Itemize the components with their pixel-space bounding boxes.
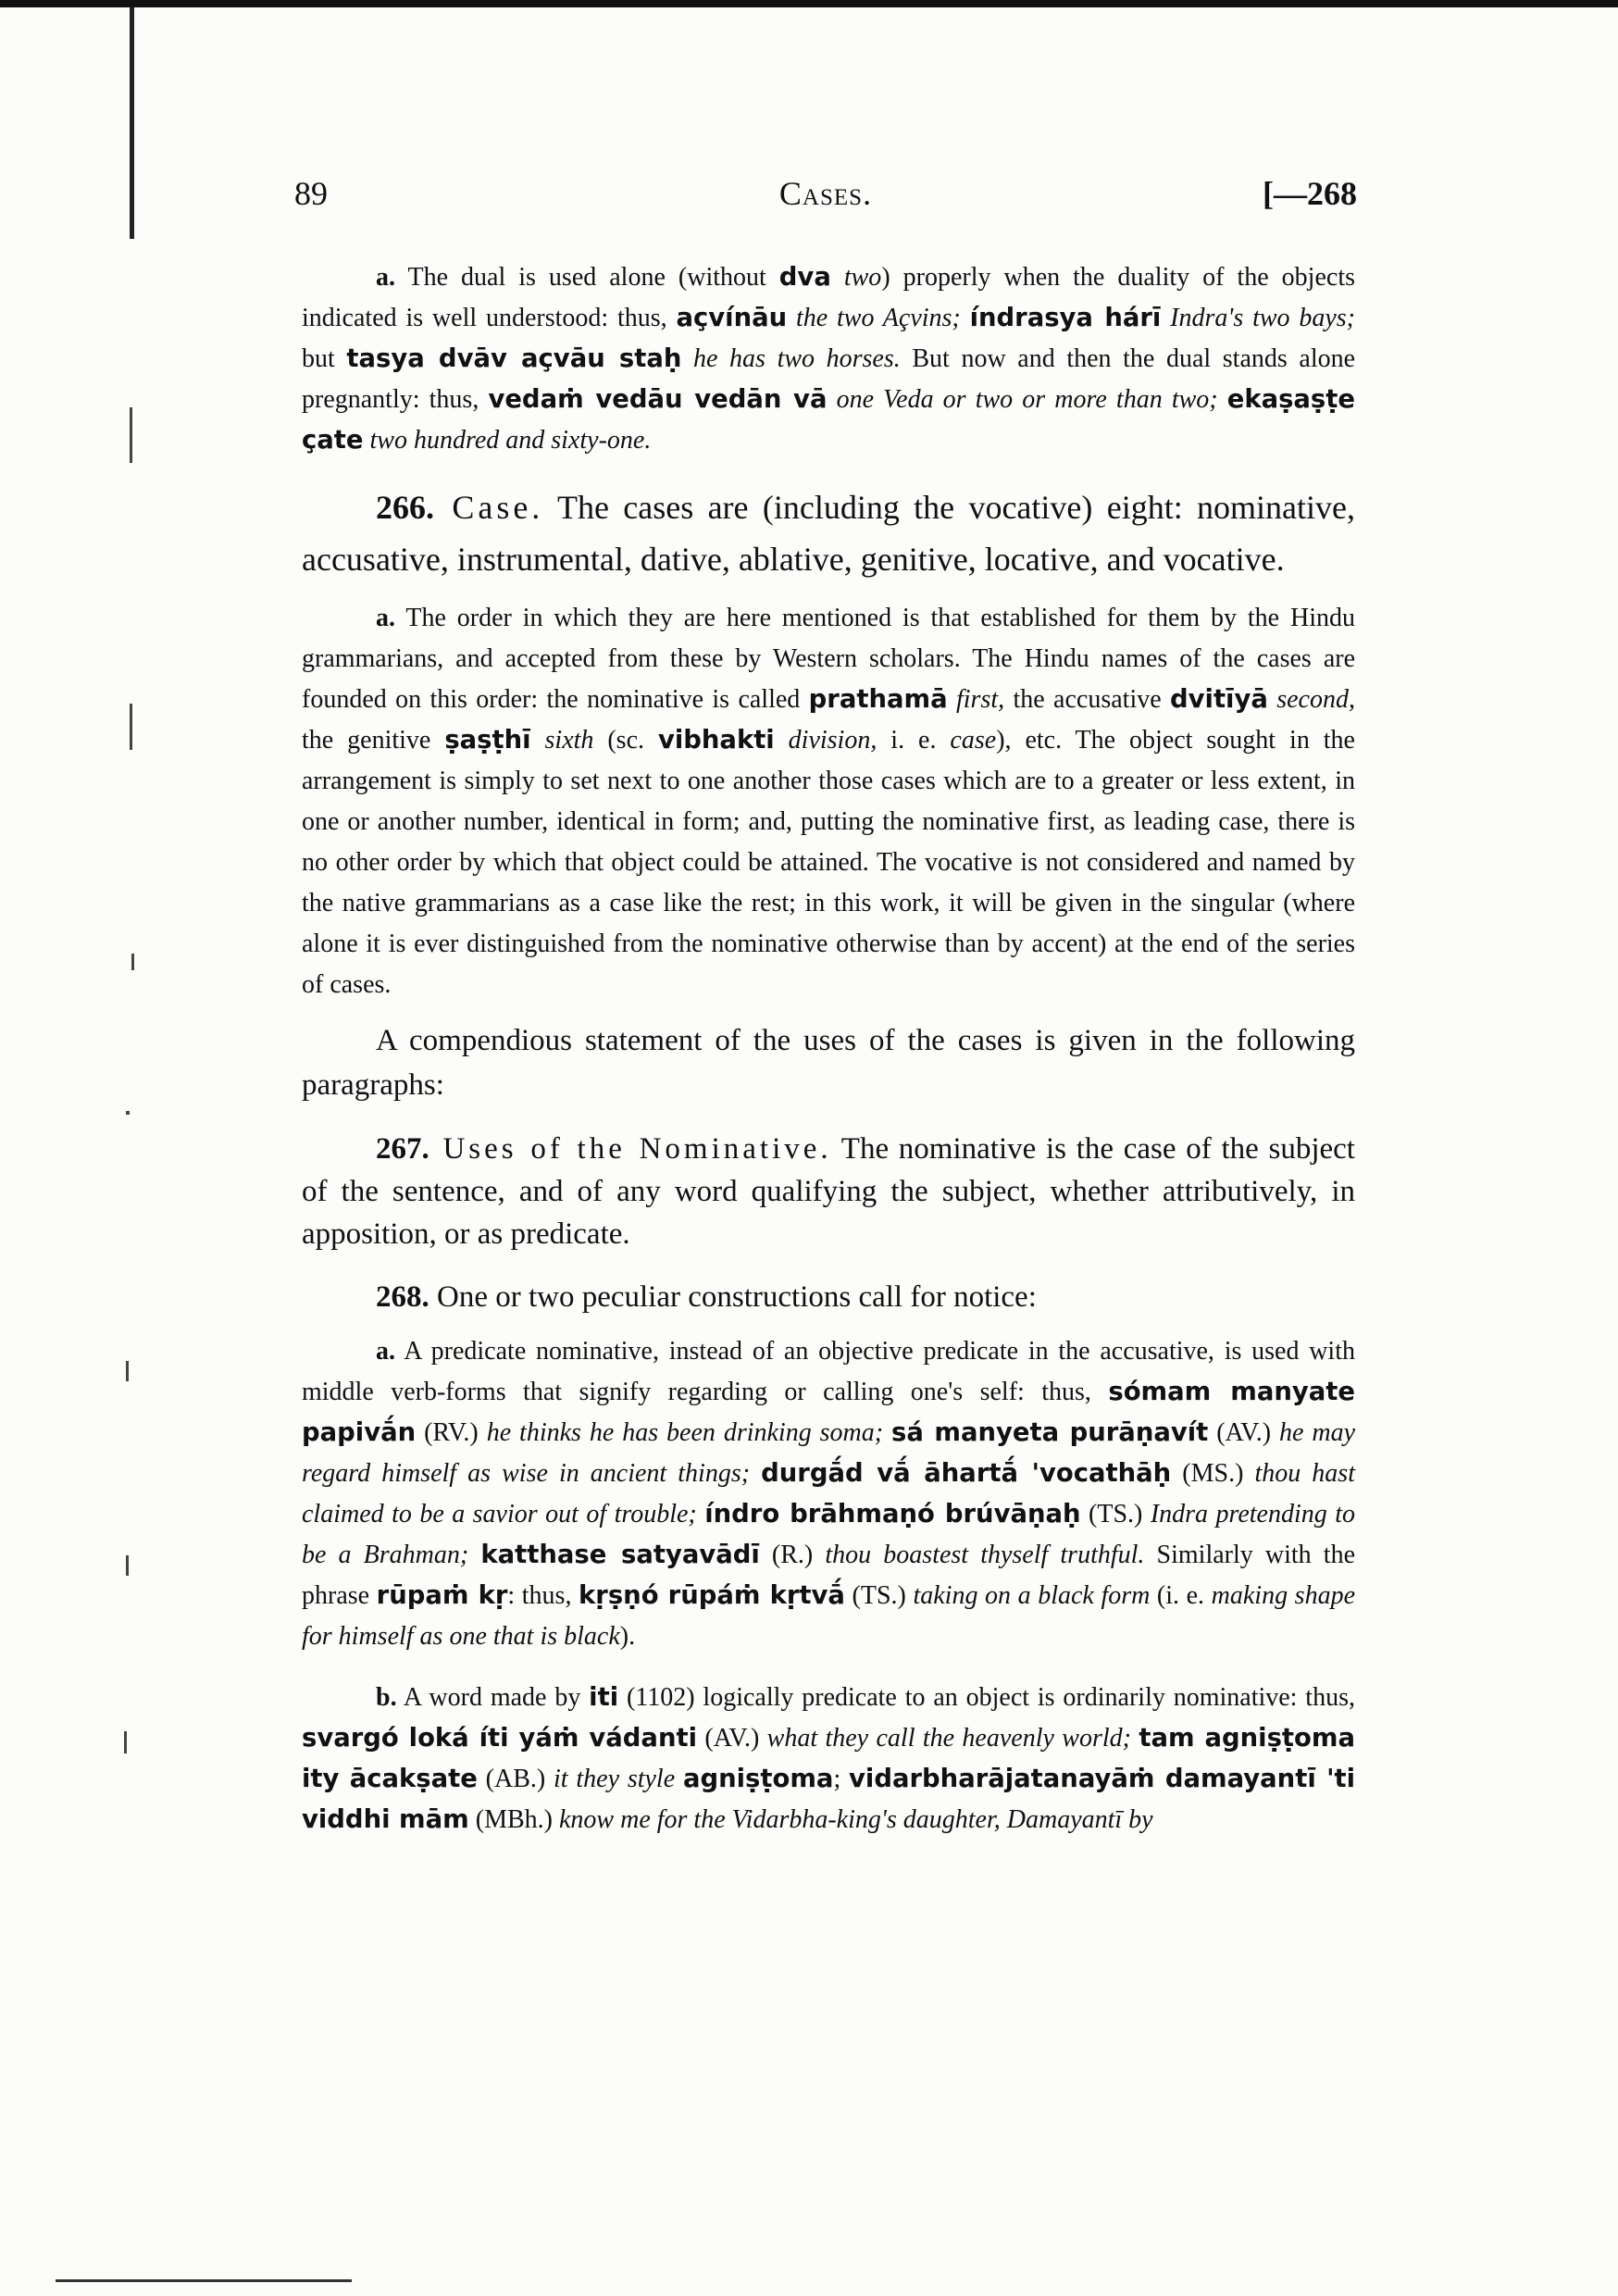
text-run: ;	[833, 1765, 850, 1793]
section-heading: Uses of the Nominative.	[429, 1132, 832, 1166]
sanskrit-term: iti	[589, 1683, 619, 1712]
section-reference: [—268	[1263, 175, 1357, 212]
text-run: Similarly with the phrase	[302, 1541, 1355, 1610]
text-run: : thus,	[507, 1581, 579, 1610]
left-margin-mark	[130, 407, 132, 463]
top-edge-rule	[0, 0, 1618, 7]
text-run: But now and then the dual stands alone pregnantly: thus,	[302, 344, 1356, 414]
paragraph-267	[302, 1128, 1355, 1255]
text-run: (1102) logically predicate to an object is ordinarily nominative: thus,	[618, 1683, 1355, 1712]
italic-gloss: thou boastest thyself truthful.	[825, 1541, 1145, 1569]
page-body	[302, 257, 1355, 1841]
text-run: (AV.)	[697, 1724, 767, 1753]
margin-speck	[130, 704, 132, 750]
section-heading: Case.	[434, 489, 544, 526]
text-run	[675, 1765, 683, 1793]
italic-gloss: division,	[774, 726, 877, 755]
italic-gloss: sixth	[530, 726, 594, 755]
sanskrit-term: dvitīyā	[1170, 685, 1268, 714]
italic-gloss: two hundred and sixty-one.	[363, 426, 652, 455]
sanskrit-term: dva	[778, 263, 831, 292]
sanskrit-term: ekaṣaṣṭe çate	[302, 385, 1355, 455]
running-head	[294, 174, 1357, 220]
text-run: (MBh.)	[468, 1805, 559, 1834]
paragraph-265a	[302, 257, 1355, 461]
text-run: (AB.)	[477, 1765, 554, 1793]
text-run: ), etc. The object sought in the arrangement is simply to set next to one another those cases which are to a greater or less extent, in one or another number, identical in form; and, putting the nominative first, as leading case, there is no other order by which that object could be attained. The vocative is not considered and named by the native grammarians as a case like the rest; in this work, it will be given in the singular (where alone it is ever distinguished from the nominative otherwise than by accent) at the end of the series of cases.	[302, 726, 1355, 999]
section-number: 268.	[376, 1280, 429, 1314]
margin-speck	[126, 1111, 130, 1115]
left-margin-mark	[130, 7, 134, 239]
text-run: The dual is used alone (without	[395, 263, 779, 292]
italic-gloss: what they call the heavenly world;	[766, 1724, 1131, 1753]
margin-speck	[131, 954, 134, 970]
text-run	[468, 1541, 480, 1569]
paragraph-266a	[302, 598, 1355, 1005]
text-run	[1218, 385, 1227, 414]
paragraph-268a	[302, 1331, 1355, 1657]
text-run	[750, 1459, 761, 1488]
text-run: A compendious statement of the uses of the cases is given in the following paragraphs:	[302, 1024, 1355, 1102]
text-run: The cases are (including the vocative) eight: nominative, accusative, instrumental, dative, ablative, genitive, locative, and vocative.	[302, 489, 1355, 578]
running-title: Cases.	[778, 175, 873, 212]
italic-gloss: thou hast claimed to be a savior out of trouble;	[302, 1459, 1355, 1529]
italic-gloss: second,	[1267, 685, 1355, 714]
italic-gloss: the two Açvins;	[787, 304, 961, 332]
text-run: ) properly when the duality of the objects indicated is well understood: thus,	[302, 263, 1355, 332]
text-run: (i. e.	[1150, 1581, 1212, 1610]
sanskrit-term: vedaṁ vedāu vedān vā	[488, 385, 828, 414]
section-number: 266.	[376, 489, 434, 526]
italic-gloss: he may regard himself as wise in ancient things;	[302, 1418, 1356, 1488]
italic-gloss: know me for the Vidarbha-king's daughter, Damayantī by	[559, 1805, 1153, 1834]
text-run: (AV.)	[1208, 1418, 1280, 1447]
italic-gloss: making shape for himself as one that is black	[302, 1581, 1355, 1651]
sanskrit-term: katthase satyavādī	[480, 1541, 760, 1569]
text-run: A word made by	[396, 1683, 590, 1712]
text-run: (TS.)	[844, 1581, 914, 1610]
text-run: ).	[619, 1622, 636, 1651]
text-run: (TS.)	[1080, 1500, 1151, 1529]
text-run	[961, 304, 970, 332]
text-run: One or two peculiar constructions call for notice:	[429, 1280, 1037, 1314]
sanskrit-term: índro brāhmaṇó brúvāṇaḥ	[704, 1500, 1081, 1529]
italic-gloss: he has two horses.	[681, 344, 901, 373]
sanskrit-term: sómam manyate papivā́n	[302, 1378, 1355, 1447]
text-run	[697, 1500, 704, 1529]
margin-speck	[126, 1555, 129, 1576]
italic-gloss: he thinks he has been drinking soma;	[486, 1418, 884, 1447]
sanskrit-term: tasya dvāv açvāu staḥ	[346, 344, 682, 373]
page-number: 89	[294, 175, 328, 212]
paragraph-268	[302, 1276, 1355, 1318]
sanskrit-term: vibhakti	[657, 726, 775, 755]
text-run: The nominative is the case of the subject of the sentence, and of any word qualifying the subject, whether attributively, in apposition, or as predicate.	[302, 1132, 1355, 1251]
sanskrit-term: tam agniṣṭoma ity ācakṣate	[302, 1724, 1355, 1793]
sanskrit-term: rūpaṁ kṛ	[376, 1581, 508, 1610]
italic-gloss: two	[830, 263, 882, 292]
paragraph-268b	[302, 1678, 1355, 1841]
text-run: i. e.	[877, 726, 951, 755]
text-run: (sc.	[593, 726, 658, 755]
italic-gloss: Indra pretending to be a Brahman;	[302, 1500, 1355, 1569]
italic-gloss: case	[950, 726, 997, 755]
margin-speck	[126, 1361, 129, 1381]
sanskrit-term: sá manyeta purāṇavít	[891, 1418, 1209, 1447]
paragraph-compendious	[302, 1018, 1355, 1107]
sanskrit-term: svargó loká íti yáṁ vádanti	[302, 1724, 698, 1753]
run-bold-label: b.	[376, 1683, 397, 1712]
run-bold-label: a.	[376, 1337, 395, 1366]
text-run: (R.)	[759, 1541, 826, 1569]
italic-gloss: it they style	[554, 1765, 676, 1793]
sanskrit-term: durgā́d vā́ āhartā́ 'vocathāḥ	[761, 1459, 1172, 1488]
sanskrit-term: kṛṣṇó rūpáṁ kṛtvā́	[579, 1581, 845, 1610]
sanskrit-term: açvínāu	[676, 304, 788, 332]
text-run: the genitive	[302, 726, 445, 755]
text-run: the accusative	[1004, 685, 1171, 714]
run-bold-label: a.	[376, 604, 395, 632]
sanskrit-term: vidarbharājatanayāṁ damayantī 'ti viddhi mām	[302, 1765, 1356, 1834]
sanskrit-term: ṣaṣṭhī	[444, 726, 531, 755]
text-run: The order in which they are here mentioned is that established for them by the Hindu grammarians, and accepted from these by Western scholars. The Hindu names of the cases are founded on this order: the nominative is called	[302, 604, 1355, 714]
sanskrit-term: agniṣṭoma	[682, 1765, 834, 1793]
margin-speck	[124, 1731, 127, 1753]
text-run: A predicate nominative, instead of an objective predicate in the accusative, is used with middle verb-forms that signify regarding or calling one's self: thus,	[302, 1337, 1355, 1406]
text-run: but	[302, 344, 347, 373]
italic-gloss: one Veda or two or more than two;	[827, 385, 1218, 414]
text-run	[883, 1418, 891, 1447]
section-number: 267.	[376, 1132, 429, 1166]
sanskrit-term: índrasya hárī	[969, 304, 1162, 332]
bottom-edge-mark	[56, 2279, 352, 2282]
italic-gloss: first,	[947, 685, 1005, 714]
run-bold-label: a.	[376, 263, 395, 292]
paragraph-266	[302, 481, 1355, 585]
sanskrit-term: prathamā	[808, 685, 948, 714]
text-run: (RV.)	[416, 1418, 487, 1447]
italic-gloss: Indra's two bays;	[1161, 304, 1355, 332]
italic-gloss: taking on a black form	[913, 1581, 1151, 1610]
text-run: (MS.)	[1171, 1459, 1255, 1488]
